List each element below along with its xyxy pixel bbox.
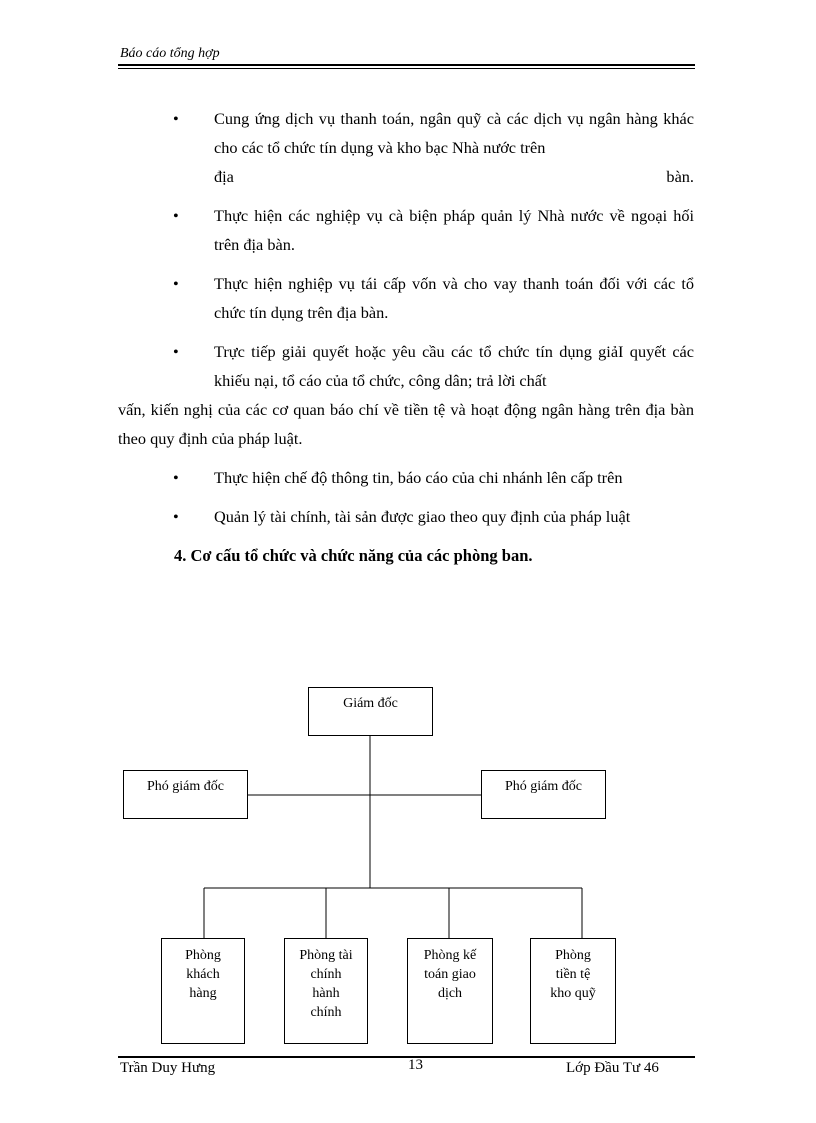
org-box-department-admin [284,938,368,1044]
org-box-line: khách [186,967,220,982]
footer-author: Trần Duy Hưng [120,1060,216,1076]
org-box-line: chính [310,1005,342,1020]
org-box-label: Phó giám đốc [505,779,582,794]
bullet-text: Trực tiếp giải quyết hoặc yêu cầu các tổ chức tín dụng giảI quyết các khiếu nại, tổ cáo của tổ chức, công dân; trả lời chất [214,342,694,390]
org-box-department-accounting [407,938,493,1044]
bullet-dot-icon: • [173,206,179,225]
bullet-dot-icon: • [173,468,179,487]
bullet-dot-icon: • [173,274,179,293]
bullet-tail-right: bàn. [666,167,694,186]
bullet-item [118,104,694,162]
org-box-deputy-left [123,770,248,819]
org-box-department-customers [161,938,245,1044]
org-box-line: Phòng kế [423,948,477,963]
continuation-paragraph: vấn, kiến nghị của các cơ quan báo chí về tiền tệ và hoạt động ngân hàng trên địa bàn theo quy định của pháp luật. [118,400,694,448]
bullet-item [118,201,694,259]
bullet-item [118,337,694,395]
header-rule [118,64,695,66]
footer-rule [118,1056,695,1058]
org-box-line: dịch [437,986,463,1001]
bullet-item [118,269,694,327]
org-box-label: Phó giám đốc [147,779,224,794]
bullet-line-justified [118,162,694,191]
bullet-text: Thực hiện chế độ thông tin, báo cáo của chi nhánh lên cấp trên [214,468,623,487]
footer-class-name: Lớp Đầu Tư 46 [566,1060,659,1076]
org-box-line: Phòng tài [299,948,353,963]
org-box-line: Phòng [185,948,221,963]
bullet-dot-icon: • [173,342,179,361]
org-box-director [308,687,433,736]
org-box-label: Giám đốc [343,696,398,711]
org-box-line: toán giao [424,967,476,982]
org-box-line: hành [312,986,340,1001]
org-box-line: Phòng [555,948,591,963]
bullet-text: Cung ứng dịch vụ thanh toán, ngân quỹ cà các dịch vụ ngân hàng khác cho các tổ chức tín dụng và kho bạc Nhà nước trên [214,109,694,157]
bullet-text: Quản lý tài chính, tài sản được giao theo quy định của pháp luật [214,507,631,526]
bullet-text: Thực hiện nghiệp vụ tái cấp vốn và cho vay thanh toán đối với các tổ chức tín dụng trên địa bàn. [214,274,694,322]
bullet-item [118,502,694,531]
page-header-title: Báo cáo tổng hợp [120,46,220,61]
org-box-line: tiền tệ [555,967,591,982]
bullet-dot-icon: • [173,109,179,128]
bullet-tail-left: địa [214,167,234,186]
org-box-department-treasury [530,938,616,1044]
section-heading: 4. Cơ cấu tổ chức và chức năng của các phòng ban. [174,546,533,565]
bullet-text: Thực hiện các nghiệp vụ cà biện pháp quản lý Nhà nước về ngoại hối trên địa bàn. [214,206,694,254]
header-rule-secondary [118,68,695,69]
org-box-deputy-right [481,770,606,819]
footer-page-number: 13 [408,1057,423,1073]
org-box-line: hàng [189,986,217,1001]
org-box-line: kho quỹ [550,986,596,1001]
bullet-item [118,463,694,492]
org-box-line: chính [310,967,342,982]
bullet-dot-icon: • [173,507,179,526]
document-body [118,104,694,570]
